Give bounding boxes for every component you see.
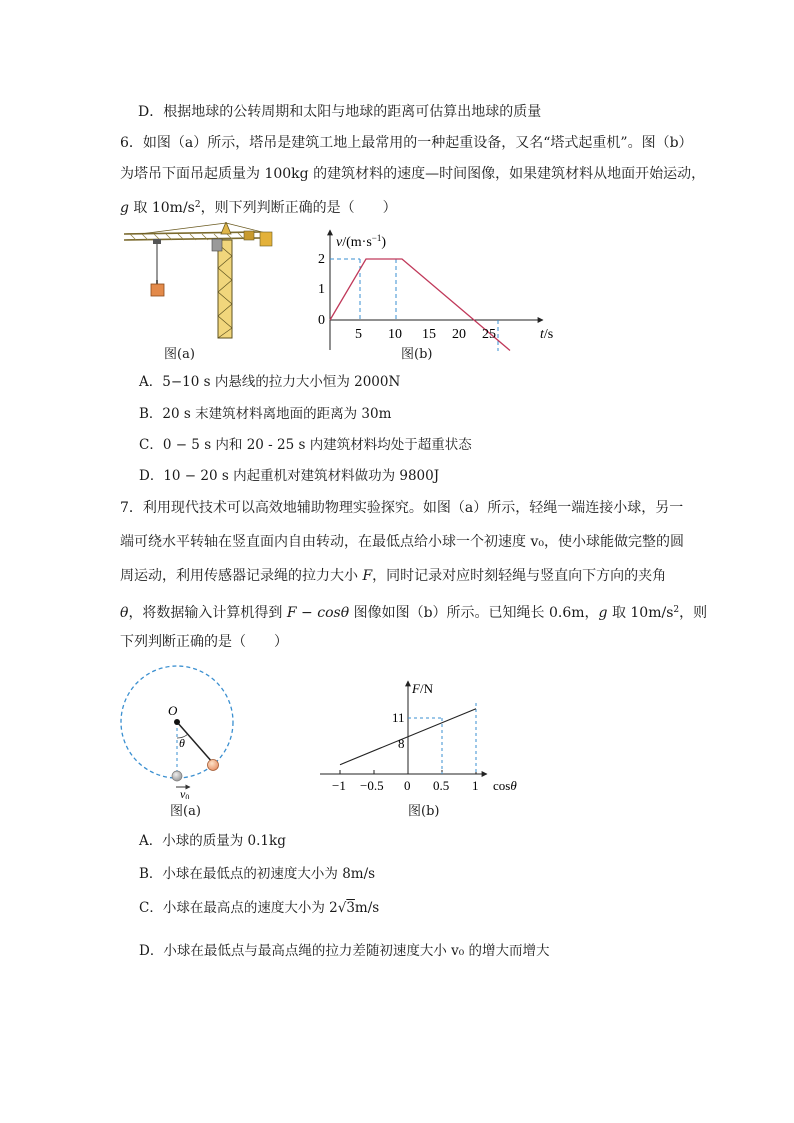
vt-y-tick-2: 2 bbox=[318, 252, 325, 267]
q6-stem-line-1: 6．如图（a）所示，塔吊是建筑工地上最常用的一种起重设备，又名“塔式起重机”。图（b） bbox=[120, 135, 693, 151]
fcos-y-tick-8: 8 bbox=[398, 736, 405, 751]
q7-option-c-unit: m/s bbox=[354, 900, 380, 916]
q6-stem-line-3-a: 取 10m/s bbox=[128, 200, 195, 216]
vt-y-tick-1: 1 bbox=[318, 282, 325, 297]
fcos-x-tick-05: 0.5 bbox=[433, 778, 450, 793]
q7-fig-a-caption: 图(a) bbox=[170, 804, 201, 819]
q6-option-b: B．20 s 末建筑材料离地面的距离为 30m bbox=[139, 406, 392, 422]
q5-option-d: D．根据地球的公转周期和太阳与地球的距离可估算出地球的质量 bbox=[138, 104, 542, 120]
q6-option-c: C．0 − 5 s 内和 20 - 25 s 内建筑材料均处于超重状态 bbox=[139, 437, 472, 453]
q6-stem-line-3-b: ，则下列判断正确的是（ ） bbox=[200, 200, 397, 216]
q6-stem-line-2: 为塔吊下面吊起质量为 100kg 的建筑材料的速度—时间图像，如果建筑材料从地面开始运动， bbox=[120, 166, 706, 182]
ball-lowest-point bbox=[172, 771, 182, 781]
q7-stem-line-4-d: ，则 bbox=[679, 605, 708, 621]
q7-stem-line-3-b: ，同时记录对应时刻轻绳与竖直向下方向的夹角 bbox=[372, 568, 667, 584]
q6-stem-line-3 bbox=[120, 196, 397, 217]
q7-stem-line-5: 下列判断正确的是（ ） bbox=[120, 634, 288, 650]
v0-label: v0 bbox=[180, 787, 190, 799]
q7-stem-line-2: 端可绕水平转轴在竖直面内自由转动，在最低点给小球一个初速度 v₀，使小球能做完整的圆 bbox=[120, 534, 684, 550]
vt-x-tick-25: 25 bbox=[482, 327, 496, 342]
gravity-symbol: g bbox=[120, 200, 129, 216]
q7-stem-line-4-func: F − cosθ bbox=[286, 605, 350, 621]
pendulum-figure bbox=[118, 665, 242, 799]
q7-stem-line-3 bbox=[120, 567, 666, 585]
q6-option-a: A．5−10 s 内悬线的拉力大小恒为 2000N bbox=[139, 374, 401, 390]
vt-y-tick-0: 0 bbox=[318, 313, 325, 328]
q7-option-c-radicand: 3 bbox=[346, 900, 355, 916]
tower-crane-figure bbox=[120, 222, 280, 340]
fcos-xlabel: cosθ bbox=[493, 778, 517, 793]
q7-stem-line-4-sup: 2 bbox=[673, 605, 680, 615]
fcos-x-tick-neg05: −0.5 bbox=[360, 778, 384, 793]
q6-fig-b-caption: 图(b) bbox=[401, 347, 433, 362]
q6-option-d: D．10 − 20 s 内起重机对建筑材料做功为 9800J bbox=[139, 468, 440, 484]
q6-stem-line-3-sup: 2 bbox=[194, 200, 201, 210]
q7-stem-line-4-c: 取 10m/s bbox=[607, 605, 674, 621]
q7-option-a: A．小球的质量为 0.1kg bbox=[139, 833, 286, 849]
q7-option-c bbox=[139, 899, 379, 917]
vt-ylabel: $v/(m\cdot s^{-1})$ bbox=[336, 233, 387, 250]
ball bbox=[208, 760, 219, 771]
fcos-x-tick-0: 0 bbox=[404, 778, 411, 793]
fcos-x-tick-neg1: −1 bbox=[332, 778, 346, 793]
fcos-x-tick-1: 1 bbox=[472, 778, 479, 793]
q6-fig-a-caption: 图(a) bbox=[164, 347, 195, 362]
theta-symbol: θ bbox=[120, 605, 129, 621]
f-cos-graph bbox=[315, 678, 529, 798]
q7-option-c-text: C．小球在最高点的速度大小为 2 bbox=[139, 900, 338, 916]
q7-fig-b-caption: 图(b) bbox=[408, 804, 440, 819]
q7-stem-line-1: 7．利用现代技术可以高效地辅助物理实验探究。如图（a）所示，轻绳一端连接小球，另一 bbox=[120, 500, 684, 516]
force-symbol: F bbox=[362, 568, 373, 584]
vt-x-tick-5: 5 bbox=[355, 327, 362, 342]
vt-xlabel: t/s bbox=[540, 327, 554, 342]
q7-stem-line-4 bbox=[120, 601, 707, 622]
angle-label-theta: θ bbox=[179, 736, 185, 750]
q7-option-d: D．小球在最低点与最高点绳的拉力差随初速度大小 v₀ 的增大而增大 bbox=[139, 943, 550, 959]
q7-stem-line-4-b: 图像如图（b）所示。已知绳长 0.6m， bbox=[349, 605, 599, 621]
vt-x-tick-10: 10 bbox=[388, 327, 402, 342]
fcos-y-tick-11: 11 bbox=[392, 710, 405, 725]
fcos-ylabel: F/N bbox=[412, 681, 433, 696]
pivot-point bbox=[174, 719, 180, 725]
q7-option-b: B．小球在最低点的初速度大小为 8m/s bbox=[139, 866, 376, 882]
sqrt-sign: √ bbox=[337, 900, 347, 916]
vt-x-tick-15: 15 bbox=[422, 327, 436, 342]
pivot-label-o: O bbox=[168, 703, 178, 718]
vt-graph bbox=[305, 226, 565, 360]
vt-x-tick-20: 20 bbox=[452, 327, 466, 342]
q7-stem-line-3-a: 周运动，利用传感器记录绳的拉力大小 bbox=[120, 568, 363, 584]
q7-stem-line-4-a: ，将数据输入计算机得到 bbox=[128, 605, 287, 621]
gravity-symbol-2: g bbox=[598, 605, 608, 621]
